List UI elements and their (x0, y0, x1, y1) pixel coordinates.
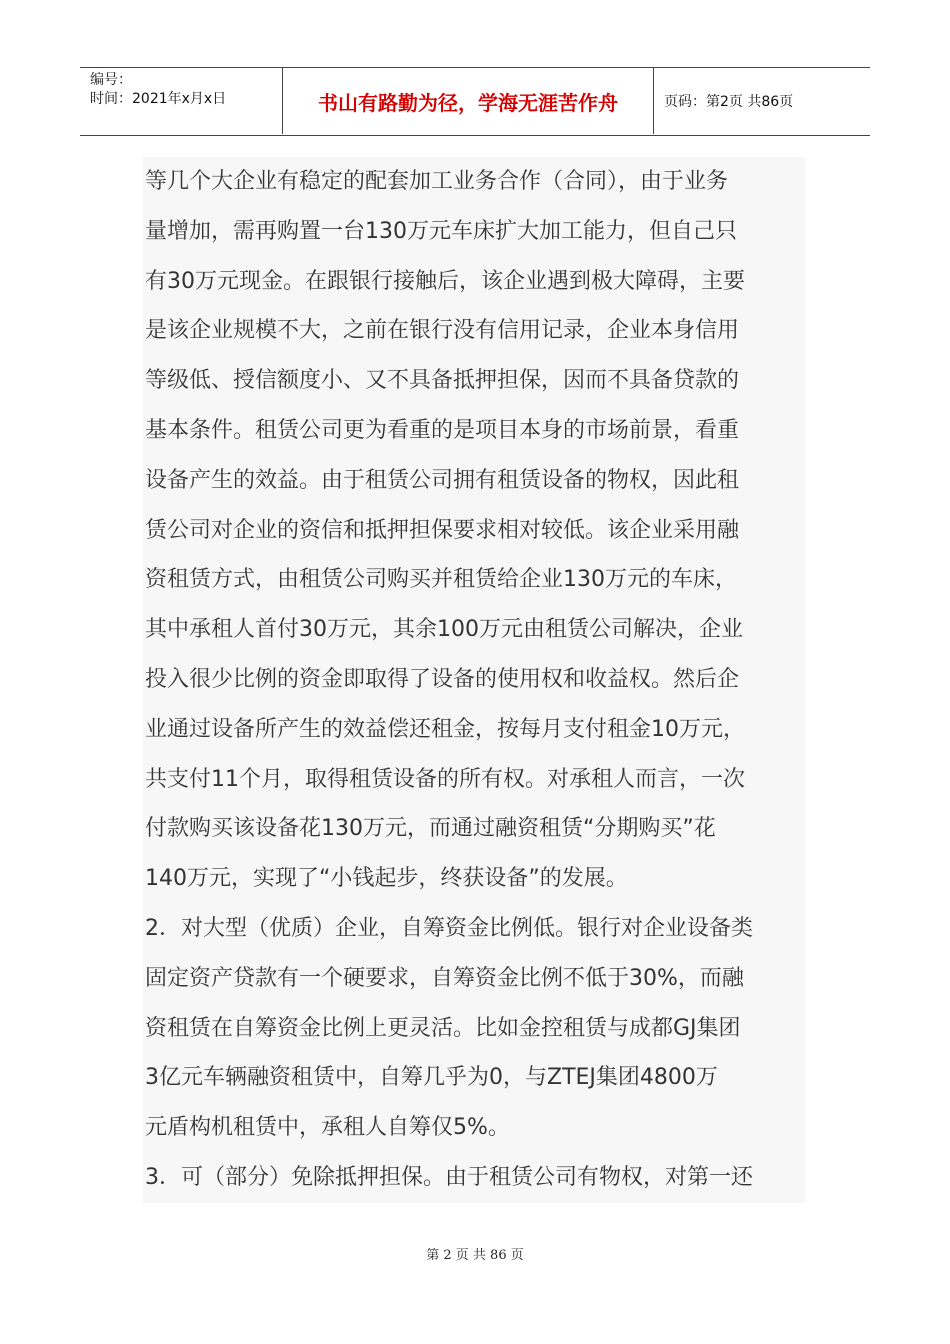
page-footer: 第 2 页 共 86 页 (426, 1248, 524, 1263)
body-text-line: 其中承租人首付30万元，其余100万元由租赁公司解决，企业 (145, 617, 743, 643)
body-text-line: 2．对大型（优质）企业，自筹资金比例低。银行对企业设备类 (145, 916, 753, 941)
header-page-info-cell (654, 68, 870, 134)
body-text-line: 共支付11个月，取得租赁设备的所有权。对承租人而言，一次 (145, 766, 745, 792)
header-page-info: 页码：第2页 共86页 (664, 94, 794, 110)
header-motto: 书山有路勤为径，学海无涯苦作舟 (318, 90, 618, 115)
body-text-line: 是该企业规模不大，之前在银行没有信用记录，企业本身信用 (145, 318, 740, 344)
body-text-line: 等级低、授信额度小、又不具备抵押担保，因而不具备贷款的 (145, 368, 740, 394)
body-text-line: 140万元，实现了“小钱起步，终获设备”的发展。 (145, 866, 628, 892)
body-text-line: 量增加，需再购置一台130万元车床扩大加工能力，但自己只 (145, 218, 737, 244)
body-text-line: 设备产生的效益。由于租赁公司拥有租赁设备的物权，因此租 (145, 467, 740, 493)
document-date-label: 时间：2021年x月x日 (90, 91, 227, 107)
body-text-line: 赁公司对企业的资信和抵押担保要求相对较低。该企业采用融 (145, 517, 740, 543)
page-header (80, 67, 870, 136)
document-body (143, 157, 805, 1203)
header-meta (80, 68, 282, 134)
body-text-line: 有30万元现金。在跟银行接触后，该企业遇到极大障碍，主要 (145, 268, 745, 294)
header-motto-cell (282, 68, 654, 134)
body-text-line: 付款购买该设备花130万元，而通过融资租赁“分期购买”花 (145, 816, 716, 842)
body-text-line: 资租赁在自筹资金比例上更灵活。比如金控租赁与成都GJ集团 (145, 1015, 741, 1041)
body-text-line: 等几个大企业有稳定的配套加工业务合作（合同），由于业务 (145, 169, 729, 194)
body-text-line: 投入很少比例的资金即取得了设备的使用权和收益权。然后企 (145, 667, 740, 692)
body-text-line: 固定资产贷款有一个硬要求，自筹资金比例不低于30%，而融 (145, 965, 744, 991)
body-text-line: 业通过设备所产生的效益偿还租金，按每月支付租金10万元， (145, 716, 745, 742)
body-text-line: 3．可（部分）免除抵押担保。由于租赁公司有物权，对第一还 (145, 1165, 753, 1190)
body-text-line: 资租赁方式，由租赁公司购买并租赁给企业130万元的车床， (145, 567, 737, 593)
body-text-line: 基本条件。租赁公司更为看重的是项目本身的市场前景，看重 (145, 418, 740, 443)
body-text-line: 3亿元车辆融资租赁中，自筹几乎为0，与ZTEJ集团4800万 (145, 1065, 718, 1091)
body-text-line: 元盾构机租赁中，承租人自筹仅5%。 (145, 1115, 510, 1141)
document-number-label: 编号： (90, 72, 132, 88)
